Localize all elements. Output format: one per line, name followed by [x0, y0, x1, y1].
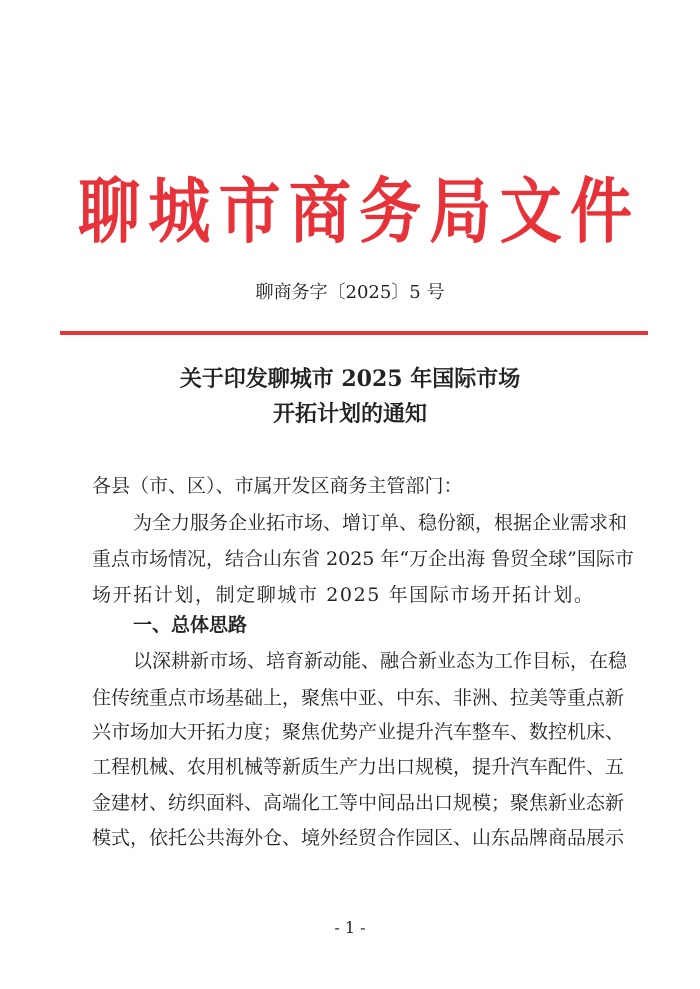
salutation: 各县（市、区）、市属开发区商务主管部门： — [92, 475, 463, 497]
header-char: 聊 — [78, 168, 141, 253]
header-char: 务 — [359, 168, 422, 253]
paragraph-line: 住传统重点市场基础上，聚焦中亚、中东、非洲、拉美等重点新 — [92, 687, 625, 709]
paragraph-line: 场开拓计划，制定聊城市 2025 年国际市场开拓计划。 — [92, 584, 595, 606]
header-char: 件 — [569, 168, 632, 253]
paragraph-line: 为全力服务企业拓市场、增订单、稳份额，根据企业需求和 — [133, 512, 628, 534]
issuer-header — [78, 160, 632, 253]
paragraph-line: 金建材、纺织面料、高端化工等中间品出口规模；聚焦新业态新 — [92, 792, 625, 814]
paragraph-line: 工程机械、农用机械等新质生产力出口规模，提升汽车配件、五 — [92, 756, 625, 778]
paragraph-line: 以深耕新市场、培育新动能、融合新业态为工作目标，在稳 — [133, 650, 628, 672]
page-number: - 1 - — [334, 918, 366, 937]
header-char: 城 — [148, 168, 211, 253]
document-title-line2: 开拓计划的通知 — [272, 401, 427, 427]
header-char: 市 — [218, 168, 281, 253]
document-number: 聊商务字〔2025〕5 号 — [255, 282, 445, 303]
paragraph-line: 兴市场加大开拓力度；聚焦优势产业提升汽车整车、数控机床、 — [92, 721, 625, 743]
document-title-line1: 关于印发聊城市 2025 年国际市场 — [179, 366, 521, 392]
section-heading: 一、总体思路 — [133, 614, 248, 636]
header-char: 局 — [429, 168, 492, 253]
paragraph-line: 重点市场情况，结合山东省 2025 年“万企出海 鲁贸全球”国际市 — [92, 548, 634, 570]
header-char: 文 — [499, 168, 562, 253]
header-char: 商 — [288, 168, 351, 253]
red-divider — [60, 331, 648, 335]
paragraph-line: 模式，依托公共海外仓、境外经贸合作园区、山东品牌商品展示 — [92, 827, 625, 849]
